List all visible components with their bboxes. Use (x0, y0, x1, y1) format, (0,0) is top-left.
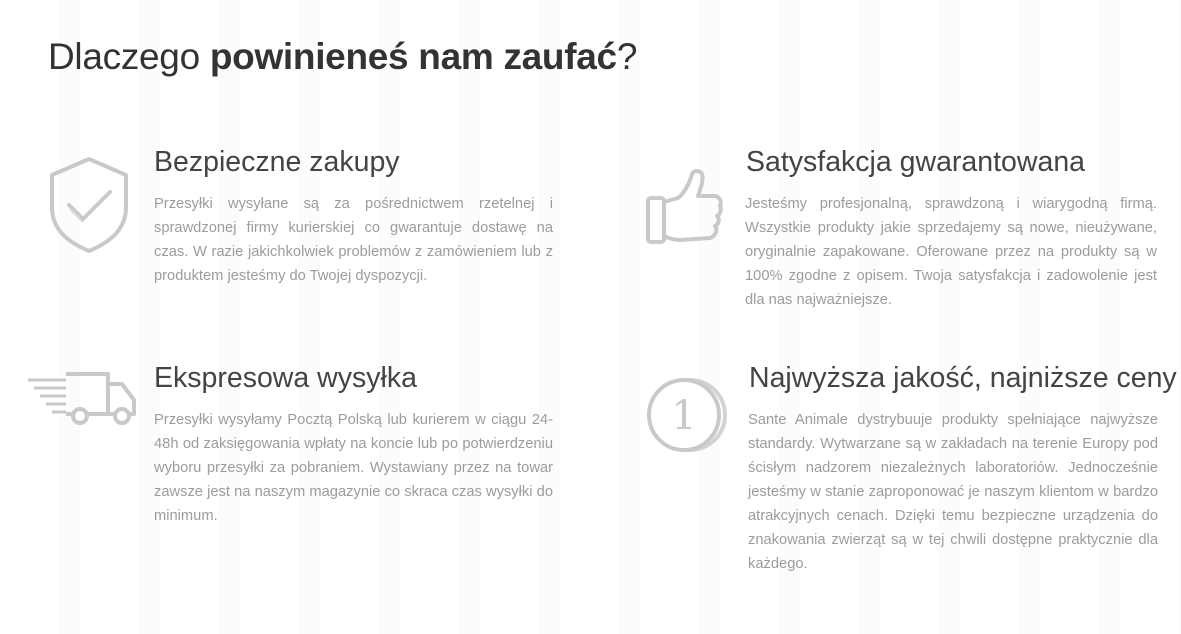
feature-description: Jesteśmy profesjonalną, sprawdzoną i wiarygodną firmą. Wszystkie produkty jakie sprzedajemy są nowe, nieużywane, oryginalnie zapakowane. Oferowane przez na produkty są w 100% zgodne z opisem. Twoja satysfakcja i zadowolenie jest dla nas najważniejsze. (745, 196, 1157, 308)
heading-prefix: Dlaczego (48, 36, 210, 77)
page-heading (48, 36, 637, 78)
feature-title: Ekspresowa wysyłka (154, 362, 417, 394)
heading-emphasis: powinieneś nam zaufać (209, 36, 617, 77)
coin-glyph: 1 (671, 393, 697, 439)
thumbs-up-icon (644, 168, 724, 248)
heading-suffix: ? (616, 36, 638, 77)
feature-title: Satysfakcja gwarantowana (746, 146, 1086, 178)
coin-one-icon (644, 376, 730, 454)
feature-description: Sante Animale dystrybuuje produkty spełniające najwyższe standardy. Wytwarzane są w zakładach na terenie Europy pod ścisłym nadzorem niezależnych laboratoriów. Jednocześnie jesteśmy w stanie zaproponować je naszym klientom w bardzo atrakcyjnych cenach. Dzięki temu bezpieczne urządzenia do znakowania zwierząt są w tej chwili dostępne praktycznie dla każdego. (748, 412, 1158, 572)
shield-check-icon (48, 155, 130, 255)
delivery-truck-icon (26, 370, 138, 426)
feature-description: Przesyłki wysyłane są za pośrednictwem rzetelnej i sprawdzonej firmy kurierskiej co gwarantuje dostawę na czas. W razie jakichkolwiek problemów z zamówieniem lub z produktem jesteśmy do Twojej dyspozycji. (154, 196, 553, 284)
feature-description: Przesyłki wysyłamy Pocztą Polską lub kurierem w ciągu 24-48h od zaksięgowania wpłaty na koncie lub po potwierdzeniu wyboru przesyłki za pobraniem. Wystawiany przez na towar zawsze jest na naszym magazynie co skraca czas wysyłki do minimum. (154, 412, 553, 524)
feature-title: Najwyższa jakość, najniższe ceny (749, 362, 1177, 394)
feature-title: Bezpieczne zakupy (154, 146, 400, 178)
